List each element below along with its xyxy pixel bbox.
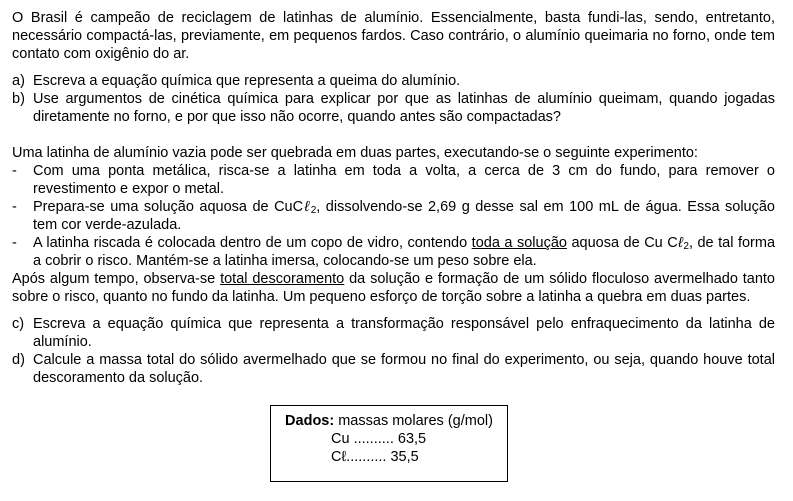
question-c bbox=[12, 315, 775, 351]
question-a bbox=[12, 72, 775, 90]
step-1 bbox=[12, 162, 775, 198]
exam-question bbox=[12, 9, 775, 387]
question-c-text: Escreva a equação química que representa a transformação responsável pelo enfraquecimento da latinha de alumínio. bbox=[33, 316, 775, 350]
question-b bbox=[12, 90, 775, 126]
data-row-cl: Cℓ.......... 35,5 bbox=[331, 449, 419, 465]
step-3 bbox=[12, 234, 775, 270]
molar-mass-data-box bbox=[270, 405, 508, 482]
question-b-label: b) bbox=[12, 91, 25, 107]
step-3-marker: - bbox=[12, 235, 17, 251]
step-2 bbox=[12, 198, 775, 234]
step-1-text: Com uma ponta metálica, risca-se a latinha em toda a volta, a cerca de 3 cm do fundo, para remover o revestimento e expor o metal. bbox=[33, 163, 775, 197]
data-box-title: Dados: massas molares (g/mol) bbox=[285, 413, 493, 429]
underlined-toda-solucao: toda a solução bbox=[471, 235, 567, 251]
question-d-text: Calcule a massa total do sólido avermelhado que se formou no final do experimento, ou seja, quando houve total descoramento da solução. bbox=[33, 352, 775, 386]
question-b-text: Use argumentos de cinética química para explicar por que as latinhas de alumínio queimam, quando jogadas diretamente no forno, e por que isso não ocorre, quando antes são compactadas? bbox=[33, 91, 775, 125]
data-row-cu: Cu .......... 63,5 bbox=[331, 431, 427, 447]
underlined-total-descoramento: total descoramento bbox=[220, 271, 345, 287]
question-d bbox=[12, 351, 775, 387]
step-2-text: Prepara-se uma solução aquosa de CuCℓ$_2$, dissolvendo-se 2,69 g desse sal em 100 mL de água. Essa solução tem cor verde-azulada. bbox=[33, 199, 775, 233]
experiment-intro: Uma latinha de alumínio vazia pode ser quebrada em duas partes, executando-se o seguinte experimento: bbox=[12, 145, 698, 161]
step-1-marker: - bbox=[12, 163, 17, 179]
question-a-text: Escreva a equação química que representa a queima do alumínio. bbox=[33, 73, 461, 89]
intro-paragraph: O Brasil é campeão de reciclagem de latinhas de alumínio. Essencialmente, basta fundi-las, sendo, entretanto, necessário compactá-las, previamente, em pequenos fardos. Caso contrário, o alumínio queimaria no forno, onde tem contato com oxigênio do ar. bbox=[12, 10, 775, 62]
step-2-marker: - bbox=[12, 199, 17, 215]
question-c-label: c) bbox=[12, 316, 25, 332]
question-a-label: a) bbox=[12, 73, 25, 89]
question-d-label: d) bbox=[12, 352, 25, 368]
step-3-text: A latinha riscada é colocada dentro de um copo de vidro, contendo toda a solução aquosa de Cu Cℓ$_2$, de tal forma a cobrir o risco. Mantém-se a latinha imersa, colocando-se um peso sobre ela. bbox=[33, 235, 776, 269]
observation-paragraph: Após algum tempo, observa-se total descoramento da solução e formação de um sólido floculoso avermelhado tanto sobre o risco, quanto no fundo da latinha. Um pequeno esforço de torção sobre a latinha a quebra em duas partes. bbox=[12, 271, 775, 305]
